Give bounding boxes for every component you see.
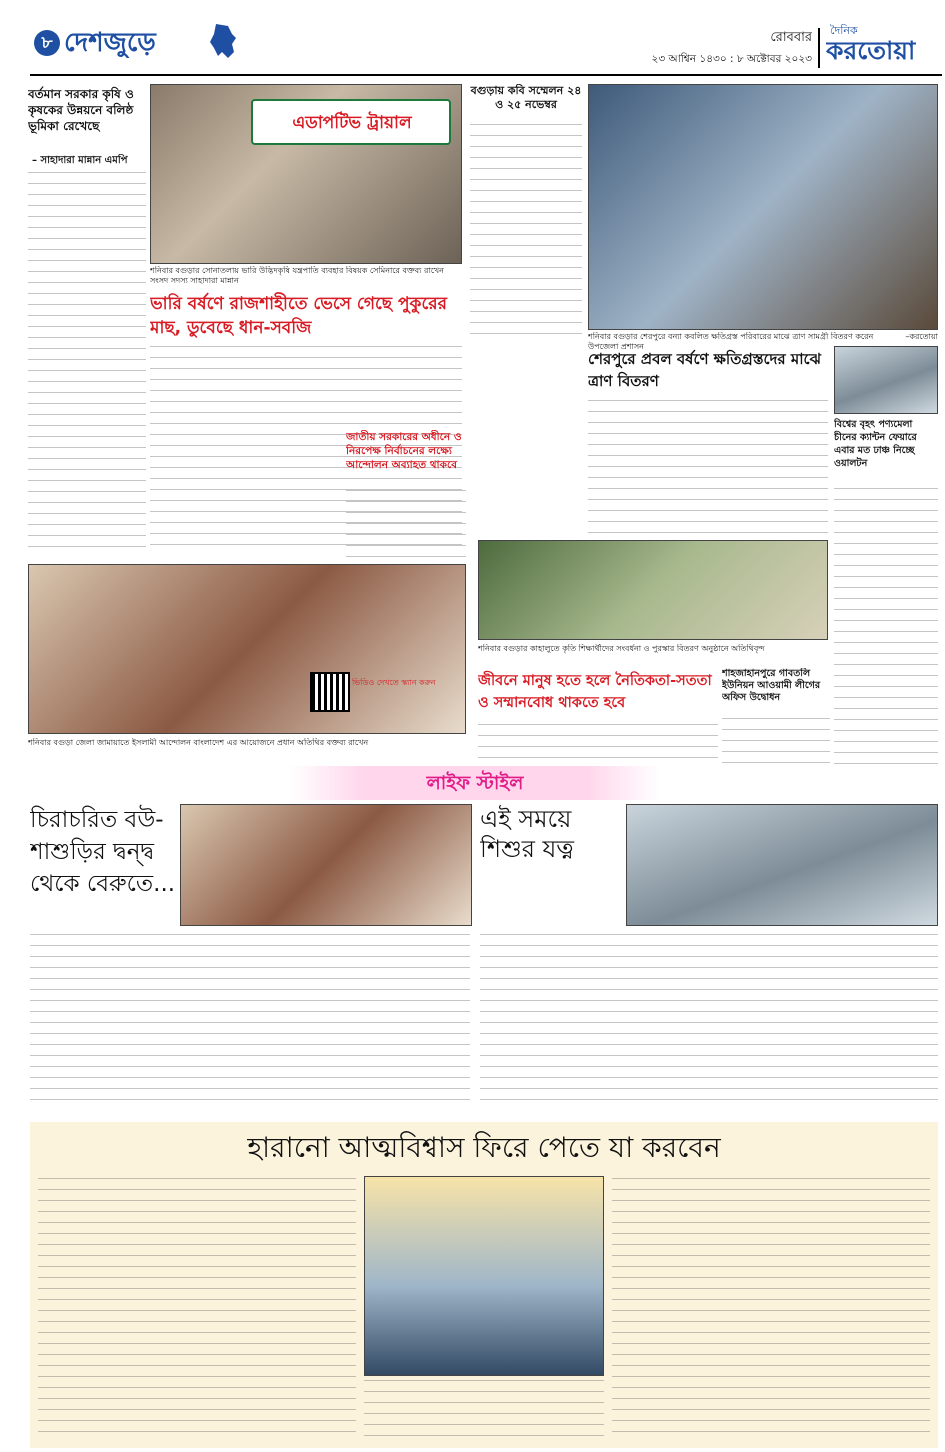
inlaw-body	[30, 934, 470, 1110]
masthead-bottom-rule	[30, 74, 942, 76]
qr-caption: ভিডিও দেখতে স্ক্যান করুন	[352, 678, 436, 687]
seminar-photo	[150, 84, 462, 264]
child-body	[480, 934, 938, 1110]
seminar-banner-text: এডাপটিভ ট্রায়াল	[292, 113, 412, 133]
gabtali-body	[722, 718, 830, 766]
article-left-byline: – সাহাদারা মান্নান এমপি	[32, 155, 128, 166]
confidence-photo	[364, 1176, 604, 1376]
canton-fair-image	[834, 346, 938, 414]
confidence-body-right	[612, 1178, 930, 1440]
poets-article	[470, 84, 582, 334]
relief-credit: –করতোয়া	[905, 332, 938, 341]
rajshahi-headline: ভারি বর্ষণে রাজশাহীতে ভেসে গেছে পুকুরের মাছ, ডুবেছে ধান-সবজি	[150, 294, 447, 338]
page-number-badge	[34, 30, 60, 56]
paper-small: দৈনিক	[830, 24, 858, 37]
lifestyle-banner	[290, 766, 660, 800]
students-caption: শনিবার বগুড়ার কাহালুতে কৃতি শিক্ষার্থীদের সংবর্ধনা ও পুরস্কার বিতরণ অনুষ্ঠানে অতিথিবৃন্দ	[478, 644, 765, 653]
qr-code[interactable]	[310, 672, 350, 712]
page-number: ৮	[41, 33, 53, 53]
meeting-caption: শনিবার বগুড়া জেলা জামায়াতে ইসলামী আন্দোলন বাংলাদেশ এর আয়োজনে প্রধান অতিথির বক্তব্য রাখেন	[28, 738, 369, 747]
morality-body	[478, 724, 718, 764]
masthead-date: ২৩ আশ্বিন ১৪৩০ : ৮ অক্টোবর ২০২৩	[651, 53, 812, 65]
poets-body	[470, 124, 582, 334]
child-photo	[626, 804, 938, 926]
section-name: দেশজুড়ে	[64, 28, 156, 58]
masthead	[0, 0, 945, 82]
islamic-headline: জাতীয় সরকারের অধীনে ও নিরপেক্ষ নির্বাচনের লক্ষ্যে আন্দোলন অব্যাহত থাকবে	[346, 431, 462, 471]
child-headline: এই সময়ে শিশুর যত্ন	[480, 805, 574, 863]
paper-name: করতোয়া	[826, 36, 916, 65]
relief-caption: শনিবার বগুড়ার শেরপুরে বন্যা কবলিত ক্ষতিগ্রস্ত পরিবারের মাঝে ত্রাণ সামগ্রী বিতরণ করেন উপজেলা প্রশাসন	[588, 332, 874, 351]
sherpur-headline: শেরপুরে প্রবল বর্ষণে ক্ষতিগ্রস্তদের মাঝে ত্রাণ বিতরণ	[588, 350, 821, 390]
meeting-photo	[28, 564, 466, 734]
article-left	[28, 86, 146, 556]
lifestyle-banner-text: লাইফ স্টাইল	[426, 772, 524, 794]
confidence-section	[30, 1122, 938, 1448]
bangladesh-map-icon	[208, 22, 238, 60]
inlaw-photo	[180, 804, 472, 926]
relief-photo	[588, 84, 938, 330]
masthead-day: রোববার	[770, 30, 812, 45]
china-headline: বিশ্বের বৃহৎ পণ্যমেলা চীনের ক্যান্টন ফেয়ারে এবার মত ঢাঞ্চ নিচ্ছে ওয়ালটন	[834, 419, 917, 469]
article-left-headline: বর্তমান সরকার কৃষি ও কৃষকের উন্নয়নে বলিষ্ঠ ভূমিকা রেখেছে	[28, 87, 134, 133]
seminar-banner	[251, 99, 451, 145]
article-left-body	[28, 172, 146, 556]
inlaw-headline: চিরাচরিত বউ-শাশুড়ির দ্বন্দ্ব থেকে বেরুতে...	[30, 807, 176, 897]
morality-headline: জীবনে মানুষ হতে হলে নৈতিকতা-সততা ও সম্মানবোধ থাকতে হবে	[478, 673, 712, 711]
sherpur-body	[588, 400, 828, 538]
confidence-body-mid	[364, 1380, 604, 1440]
masthead-divider	[818, 28, 820, 68]
confidence-body-left	[38, 1178, 356, 1440]
gabtali-headline: শাহজাহানপুরে গাবতলি ইউনিয়ন আওয়ামী লীগের অফিস উদ্বোধন	[722, 668, 821, 703]
students-photo	[478, 540, 828, 640]
china-body	[834, 488, 938, 768]
poets-headline: বগুড়ায় কবি সম্মেলন ২৪ ও ২৫ নভেম্বর	[470, 84, 582, 111]
confidence-headline: হারানো আত্মবিশ্বাস ফিরে পেতে যা করবেন	[247, 1131, 721, 1164]
seminar-caption: শনিবার বগুড়ার সোনাতলায় ভারি উদ্ভিদকৃষি যন্ত্রপাতি ব্যবহার বিষয়ক সেমিনারে বক্তব্য রাখেন সংসদ সদস্য সাহাদারা মান্নান	[150, 266, 444, 285]
